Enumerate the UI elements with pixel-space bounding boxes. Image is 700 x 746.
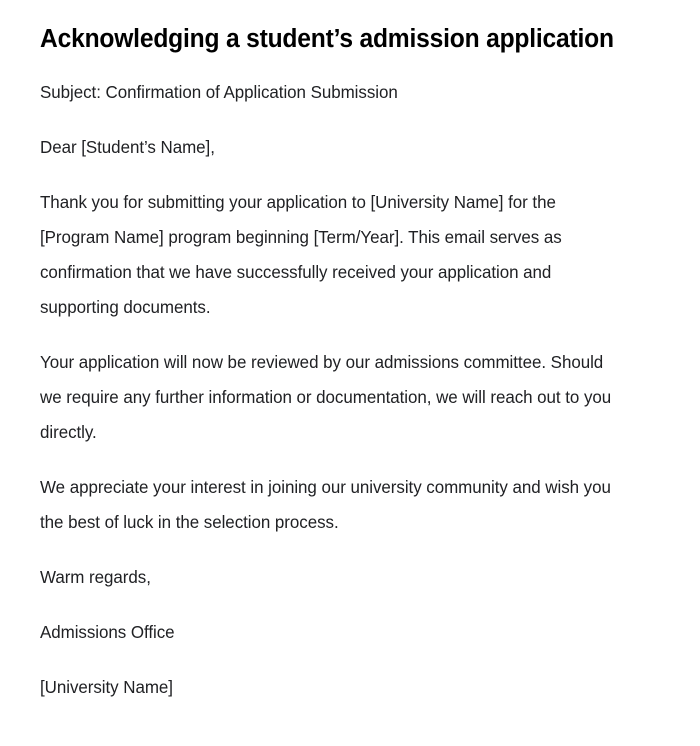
spacer-after-closing: [40, 595, 660, 615]
email-salutation: Dear [Student’s Name],: [40, 137, 215, 157]
spacer-after-paragraph-3: [40, 540, 660, 560]
spacer-after-subject: [40, 110, 660, 130]
spacer-after-paragraph-1: [40, 325, 660, 345]
email-body-paragraph-2: Your application will now be reviewed by our admissions committee. Should we require any further information or documentation, we will reach out to you directly.: [40, 352, 612, 442]
spacer-after-paragraph-2: [40, 450, 660, 470]
spacer-after-office: [40, 650, 660, 670]
spacer-after-title: [40, 56, 660, 75]
email-subject-line: Subject: Confirmation of Application Submission: [40, 82, 398, 102]
signature-organization: [University Name]: [40, 677, 173, 697]
spacer-after-salutation: [40, 165, 660, 185]
signature-office: Admissions Office: [40, 622, 175, 642]
page-title: Acknowledging a student’s admission application: [40, 25, 614, 53]
email-closing: Warm regards,: [40, 567, 151, 587]
email-body-paragraph-3: We appreciate your interest in joining our university community and wish you the best of luck in the selection process.: [40, 477, 611, 532]
email-body-paragraph-1: Thank you for submitting your application to [University Name] for the [Program Name] program beginning [Term/Year]. This email serves as confirmation that we have successfully received your application and supporting documents.: [40, 192, 562, 317]
